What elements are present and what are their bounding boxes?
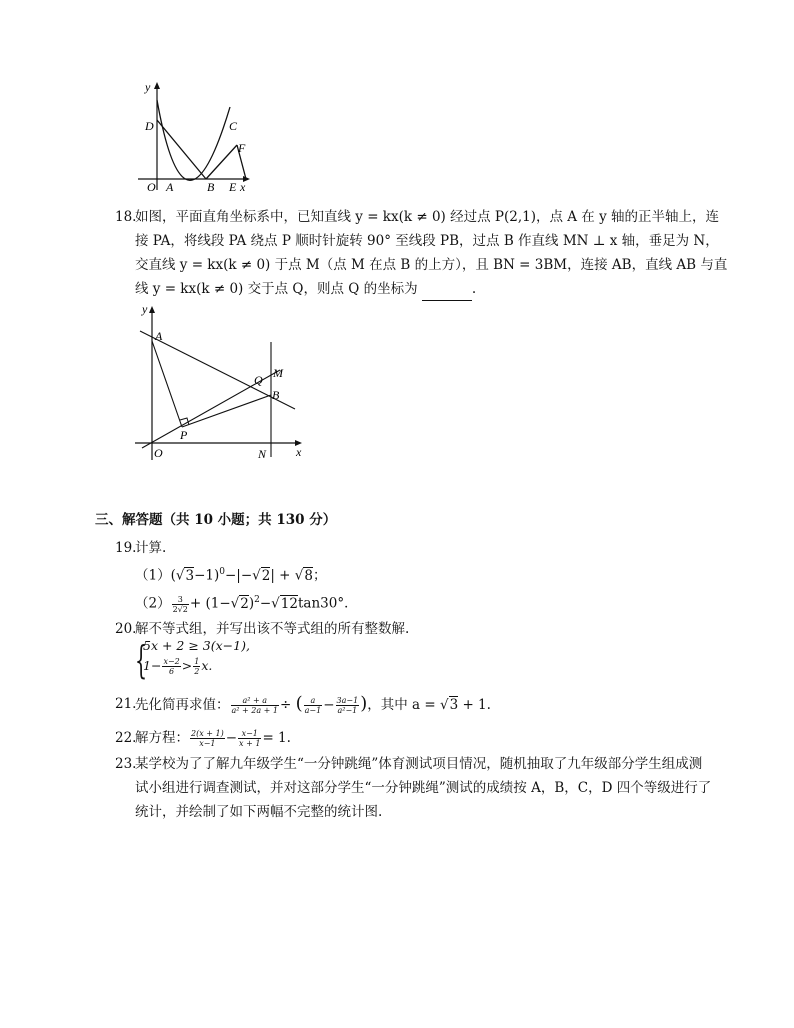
label-e: E <box>229 180 237 194</box>
q23-line-2: 试小组进行调查测试，并对这部分学生“一分钟跳绳”测试的成绩按 A，B，C，D 四个等级进行了 <box>135 780 712 796</box>
label-b: B <box>272 388 280 402</box>
q23-line-3: 统计，并绘制了如下两幅不完整的统计图. <box>135 804 383 820</box>
label-y: y <box>142 302 148 316</box>
q18-line-2: 接 PA，将线段 PA 绕点 P 顺时针旋转 90° 至线段 PB，过点 B 作直线 MN ⊥ x 轴，垂足为 N， <box>135 233 719 249</box>
segment-db <box>157 120 206 179</box>
segment-bf <box>206 145 237 179</box>
q19-title: 计算. <box>135 540 167 556</box>
label-x: x <box>296 445 302 459</box>
q23-number: 23. <box>115 756 137 772</box>
q23-line-1: 某学校为了了解九年级学生“一分钟跳绳”体育测试项目情况，随机抽取了九年级部分学生组成测 <box>135 756 703 772</box>
answer-blank <box>422 286 472 301</box>
q21-number: 21. <box>115 696 137 712</box>
q22-number: 22. <box>115 730 137 746</box>
q22-equation: 解方程： $\frac{2(x + 1)}{x-1}$ − $\frac{x-1}{x + 1}$ = 1. <box>135 729 291 748</box>
q18-number: 18. <box>115 209 137 225</box>
section-heading: 三、解答题（共 10 小题；共 130 分） <box>95 512 337 528</box>
label-d: D <box>145 119 154 133</box>
figure-q17 <box>130 72 260 197</box>
q20-inequality-2: 1− $\frac{x-2}{6}$ > $\frac{1}{2}$ x. <box>143 657 213 676</box>
label-o: O <box>147 180 156 194</box>
figure-q18 <box>130 302 310 464</box>
fraction: $\frac{3}{2√2}$ <box>172 594 188 614</box>
q19-part-1: $(1)(√3-1)^0-|-√2| + √8$； <box>135 567 327 584</box>
q20-title: 解不等式组，并写出该不等式组的所有整数解. <box>135 621 410 637</box>
parabola <box>157 100 230 180</box>
q20-inequality-1: 5x + 2 ≥ 3(x−1), <box>143 638 250 653</box>
segment-pa <box>152 341 182 427</box>
label-o: O <box>154 446 163 460</box>
label-p: P <box>180 428 188 442</box>
q21-expression: 先化简再求值： $\frac{\text{a² + a}}{\text{a² + 2a + 1}}$ ÷ ( $\frac{a}{a-1}$ − $\frac{3a-1}{\text{a²−1}}$ )，其中 a = √3 + 1. <box>135 693 491 715</box>
q18-line-4-text: 线 y = kx(k ≠ 0) 交于点 Q，则点 Q 的坐标为 <box>135 281 418 297</box>
q20-number: 20. <box>115 621 137 637</box>
q18-line-3: 交直线 y = kx(k ≠ 0) 于点 M（点 M 在点 B 的上方），且 BN = 3BM，连接 AB，直线 AB 与直 <box>135 257 728 273</box>
q19-number: 19. <box>115 540 137 556</box>
y-arrow-icon <box>149 306 155 313</box>
label-a: A <box>155 329 163 343</box>
label-x: x <box>240 180 246 194</box>
y-arrow-icon <box>154 82 160 89</box>
label-f: F <box>238 141 246 155</box>
label-m: M <box>273 366 283 380</box>
q20-brace-icon: { <box>135 638 148 682</box>
label-y: y <box>145 80 151 94</box>
label-n: N <box>258 447 267 461</box>
label-b: B <box>207 180 215 194</box>
label-c: C <box>229 119 238 133</box>
label-a: A <box>166 180 174 194</box>
q19-part-2: （2） $\frac{3}{2√2}$ + $(1-√2)^2-√12\tan 30^\circ$． <box>135 594 358 614</box>
q18-line-1: 如图，平面直角坐标系中，已知直线 y = kx(k ≠ 0) 经过点 P(2,1)，点 A 在 y 轴的正半轴上，连 <box>135 209 720 225</box>
label-q: Q <box>254 373 263 387</box>
q18-line-4-end: . <box>471 281 477 297</box>
q18-line-4 <box>135 277 476 301</box>
